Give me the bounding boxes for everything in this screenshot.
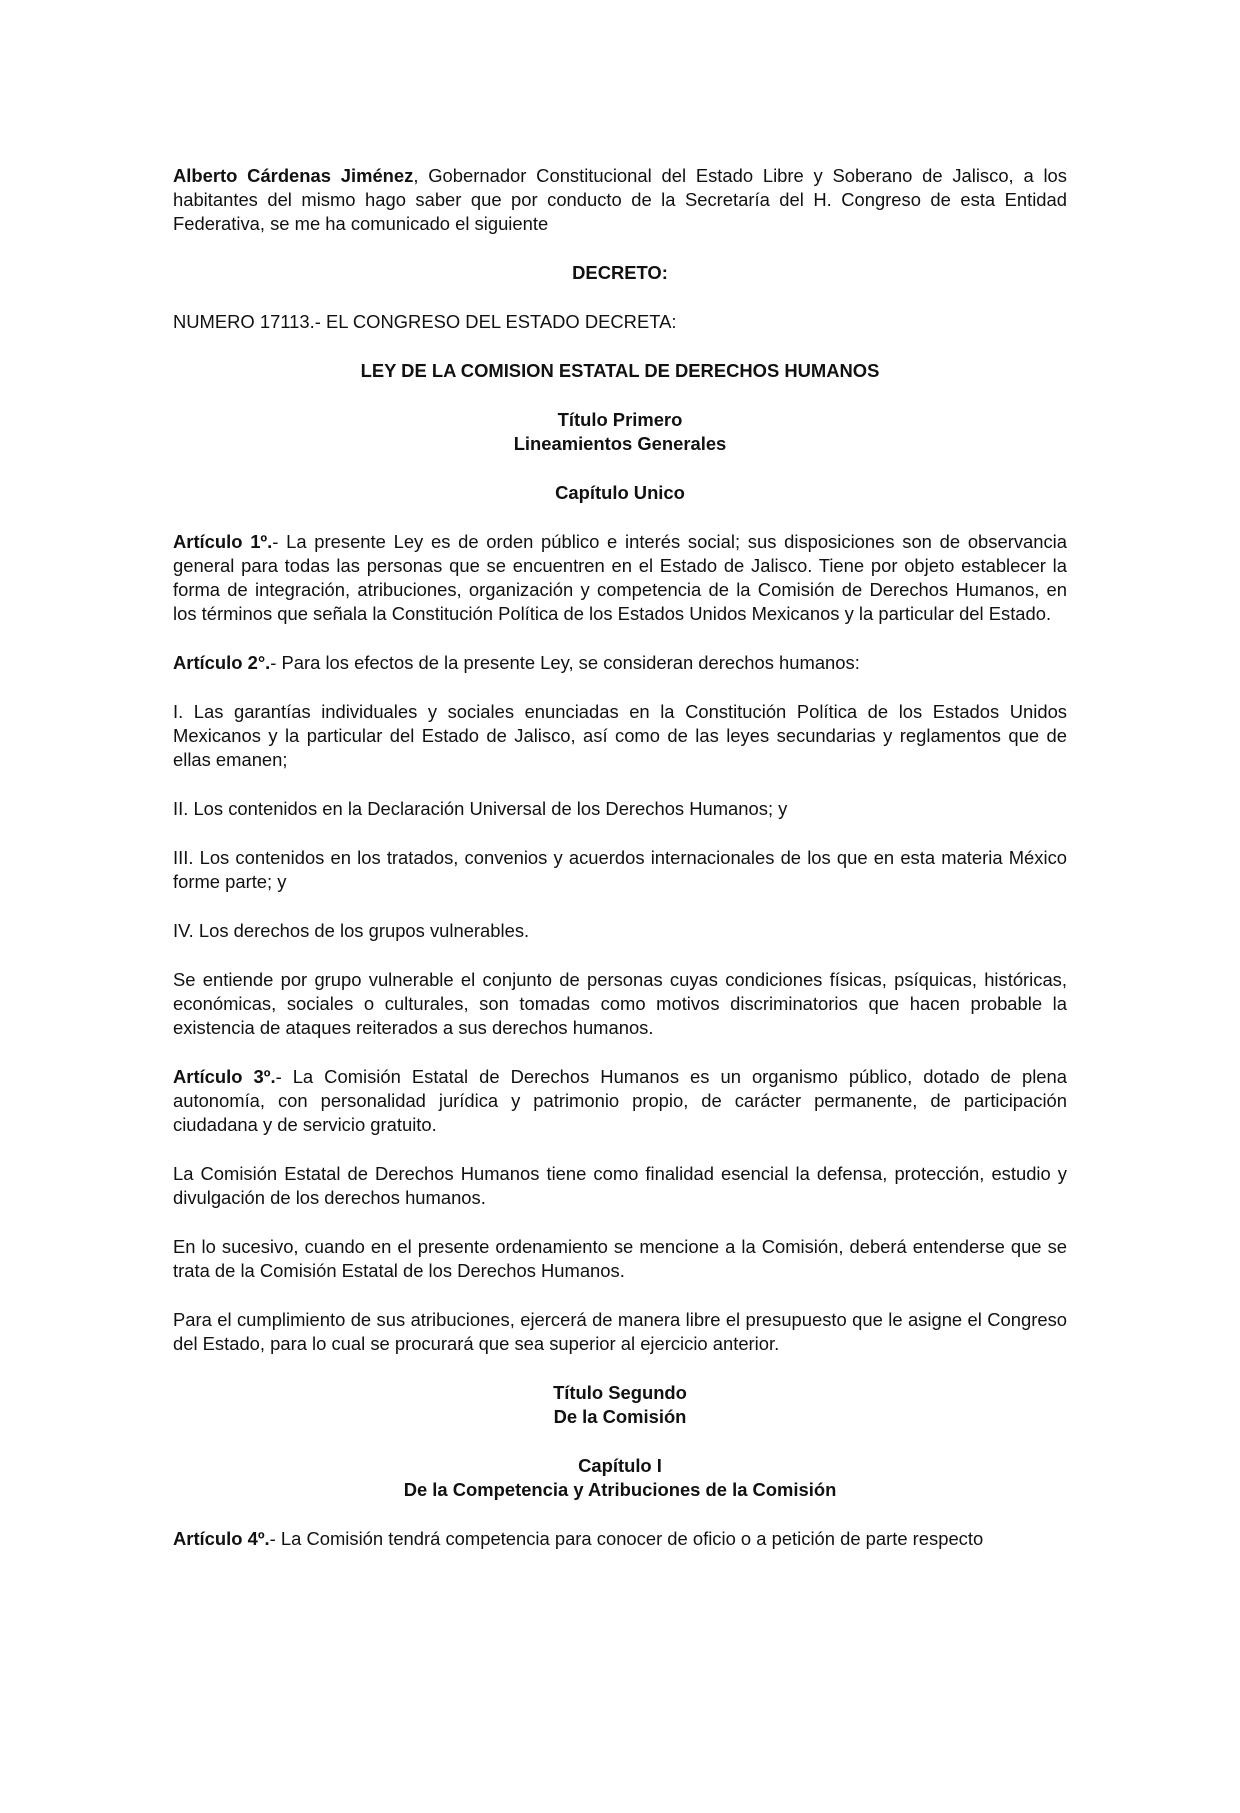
article-4 xyxy=(173,1527,1067,1551)
article-3-paragraph-3: Para el cumplimiento de sus atribuciones, ejercerá de manera libre el presupuesto que le asigne el Congreso del Estado, para lo cual se procurará que sea superior al ejercicio anterior. xyxy=(173,1309,1067,1354)
article-2-item-3: III. Los contenidos en los tratados, convenios y acuerdos internacionales de los que en esta materia México forme parte; y xyxy=(173,847,1067,892)
capitulo-i-title: Capítulo I xyxy=(578,1455,662,1476)
article-2-item-4: IV. Los derechos de los grupos vulnerables. xyxy=(173,920,530,941)
article-3-text: - La Comisión Estatal de Derechos Humanos es un organismo público, dotado de plena autonomía, con personalidad jurídica y patrimonio propio, de carácter permanente, de participación ciudadana y de servicio gratuito. xyxy=(173,1066,1067,1135)
capitulo-i-subtitle: De la Competencia y Atribuciones de la Comisión xyxy=(403,1479,837,1500)
article-1 xyxy=(173,530,1067,626)
article-4-label: Artículo 4º. xyxy=(173,1528,270,1549)
titulo-primero-heading xyxy=(173,408,1067,456)
article-3-label: Artículo 3º. xyxy=(173,1066,276,1087)
titulo-segundo-heading xyxy=(173,1381,1067,1429)
article-4-text: - La Comisión tendrá competencia para conocer de oficio o a petición de parte respecto xyxy=(269,1528,984,1549)
article-2-item-2: II. Los contenidos en la Declaración Universal de los Derechos Humanos; y xyxy=(173,798,788,819)
decree-number: NUMERO 17113.- EL CONGRESO DEL ESTADO DECRETA: xyxy=(173,311,677,332)
article-2-closing: Se entiende por grupo vulnerable el conjunto de personas cuyas condiciones físicas, psíquicas, históricas, económicas, sociales o culturales, son tomadas como motivos discriminatorios que hacen probable la existencia de ataques reiterados a sus derechos humanos. xyxy=(173,969,1067,1038)
titulo-segundo-title: Título Segundo xyxy=(553,1382,687,1403)
titulo-primero-title: Título Primero xyxy=(557,409,683,430)
article-2 xyxy=(173,651,1067,675)
capitulo-i-heading xyxy=(173,1454,1067,1502)
article-3 xyxy=(173,1065,1067,1137)
decree-heading: DECRETO: xyxy=(572,262,668,283)
document-page xyxy=(173,164,1067,1576)
governor-name: Alberto Cárdenas Jiménez xyxy=(173,165,414,186)
article-3-paragraph-1: La Comisión Estatal de Derechos Humanos tiene como finalidad esencial la defensa, protección, estudio y divulgación de los derechos humanos. xyxy=(173,1163,1067,1208)
intro-text: , Gobernador Constitucional del Estado Libre y Soberano de Jalisco, a los habitantes del mismo hago saber que por conducto de la Secretaría del H. Congreso de esta Entidad Federativa, se me ha comunicado el siguiente xyxy=(173,165,1067,234)
intro-paragraph xyxy=(173,164,1067,236)
law-title: LEY DE LA COMISION ESTATAL DE DERECHOS HUMANOS xyxy=(360,360,880,381)
article-2-item-1: I. Las garantías individuales y sociales enunciadas en la Constitución Política de los Estados Unidos Mexicanos y la particular del Estado de Jalisco, así como de las leyes secundarias y reglamentos que de ellas emanen; xyxy=(173,701,1067,770)
article-1-label: Artículo 1º. xyxy=(173,531,273,552)
titulo-segundo-subtitle: De la Comisión xyxy=(553,1406,687,1427)
article-2-text: - Para los efectos de la presente Ley, se consideran derechos humanos: xyxy=(270,652,860,673)
article-3-paragraph-2: En lo sucesivo, cuando en el presente ordenamiento se mencione a la Comisión, deberá entenderse que se trata de la Comisión Estatal de los Derechos Humanos. xyxy=(173,1236,1067,1281)
article-2-label: Artículo 2°. xyxy=(173,652,271,673)
titulo-primero-subtitle: Lineamientos Generales xyxy=(513,433,727,454)
article-1-text: - La presente Ley es de orden público e interés social; sus disposiciones son de observancia general para todas las personas que se encuentren en el Estado de Jalisco. Tiene por objeto establecer la forma de integración, atribuciones, organización y competencia de la Comisión de Derechos Humanos, en los términos que señala la Constitución Política de los Estados Unidos Mexicanos y la particular del Estado. xyxy=(173,531,1067,624)
capitulo-unico-heading: Capítulo Unico xyxy=(555,482,685,503)
